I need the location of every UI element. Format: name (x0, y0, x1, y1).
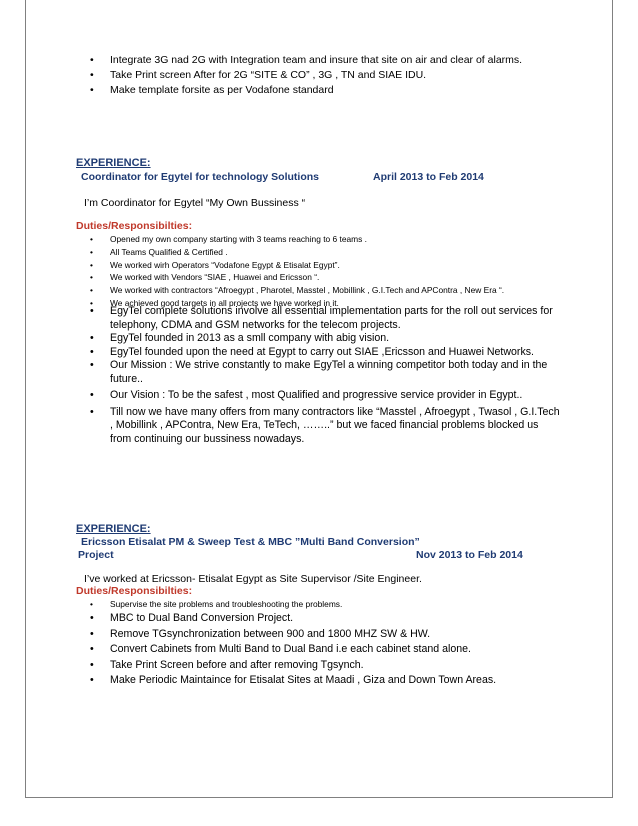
list-item: • Integrate 3G nad 2G with Integration team and insure that site on air and clear of alarms. (74, 53, 594, 68)
list-item: • We worked with contractors “Afroegypt , Pharotel, Masstel , Mobillink , G.I.Tech and APContra , New Era “. (74, 284, 594, 297)
list-item: • Remove TGsynchronization between 900 and 1800 MHZ SW & HW. (74, 627, 562, 643)
job-title: Ericsson Etisalat PM & Sweep Test & MBC ”Multi Band Conversion” (81, 536, 420, 548)
list-item: • Our Mission : We strive constantly to make EgyTel a winning competitor both today and in the future.. (74, 359, 562, 386)
list-item: • All Teams Qualified & Certified . (74, 246, 594, 259)
list-item: • Supervise the site problems and troubleshooting the problems. (74, 598, 594, 611)
job-dates: April 2013 to Feb 2014 (373, 171, 484, 183)
duties-large-list (74, 611, 562, 689)
list-item: • We worked with Vendors “SIAE , Huawei and Ericsson “. (74, 271, 594, 284)
job-title: Coordinator for Egytel for technology Solutions (81, 171, 319, 183)
list-item: • EgyTel founded in 2013 as a smll company with abig vision. (74, 332, 562, 346)
list-item: • Convert Cabinets from Multi Band to Dual Band i.e each cabinet stand alone. (74, 642, 562, 658)
list-item: • We achieved good targets in all projects we have worked in it. (74, 297, 594, 310)
list-item: • Till now we have many offers from many contractors like “Masstel , Afroegypt , Twasol , G.I.Tech , Mobillink , APContra, New Era, TeTech, ……..” but we faced financial problems blocked us from continuing our bussiness nowadays. (74, 406, 562, 447)
duties-heading: Duties/Responsibilties: (76, 585, 193, 597)
duties-small-list (74, 233, 594, 310)
list-item: • MBC to Dual Band Conversion Project. (74, 611, 562, 627)
job-dates: Nov 2013 to Feb 2014 (416, 549, 523, 561)
list-item: • Make Periodic Maintaince for Etisalat Sites at Maadi , Giza and Down Town Areas. (74, 673, 562, 689)
list-item: • Take Print Screen before and after removing Tgsynch. (74, 658, 562, 674)
duties-small-list (74, 598, 594, 611)
duties-large-list (74, 305, 562, 446)
list-item: • We worked wirh Operators “Vodafone Egypt & Etisalat Egypt”. (74, 259, 594, 272)
list-item: • Our Vision : To be the safest , most Qualified and progressive service provider in Egypt.. (74, 389, 562, 403)
list-item: • Make template forsite as per Vodafone standard (74, 83, 594, 98)
duties-heading: Duties/Responsibilties: (76, 220, 193, 232)
job-intro: I’ve worked at Ericsson- Etisalat Egypt as Site Supervisor /Site Engineer. (84, 573, 422, 585)
list-item: • EgyTel complete solutions involve all essential implementation parts for the roll out services for telephony, CDMA and GSM networks for the telecom projects. (74, 305, 562, 332)
experience-heading: EXPERIENCE: (76, 523, 151, 535)
top-bullet-list (74, 53, 594, 98)
list-item: • EgyTel founded upon the need at Egypt to carry out SIAE ,Ericsson and Huawei Networks. (74, 346, 562, 360)
experience-heading: EXPERIENCE: (76, 157, 151, 169)
job-intro: I’m Coordinator for Egytel “My Own Bussiness “ (84, 197, 306, 209)
job-title-continued: Project (78, 549, 114, 561)
list-item: • Opened my own company starting with 3 teams reaching to 6 teams . (74, 233, 594, 246)
list-item: • Take Print screen After for 2G “SITE & CO” , 3G , TN and SIAE IDU. (74, 68, 594, 83)
